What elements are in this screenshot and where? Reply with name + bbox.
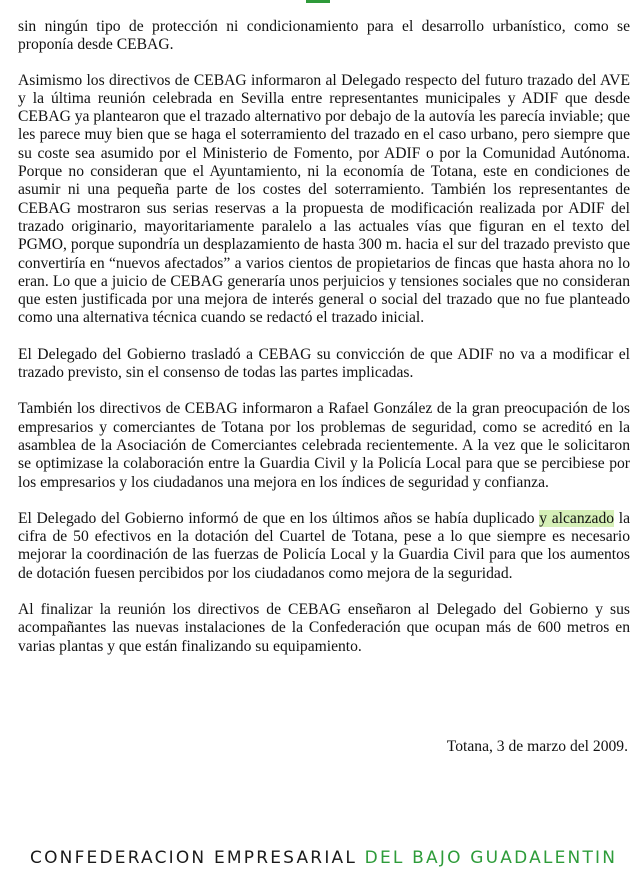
footer-name-part-2: DEL BAJO GUADALENTIN [364, 848, 618, 868]
place-date-signature: Totana, 3 de marzo del 2009. [446, 738, 628, 755]
footer-name-part-1: CONFEDERACION EMPRESARIAL [30, 848, 358, 868]
paragraph-5 [18, 510, 630, 583]
highlighted-text: y alcanzado [539, 509, 615, 527]
top-green-mark [306, 0, 330, 3]
footer-organization-name [30, 848, 618, 868]
paragraph-3: El Delegado del Gobierno trasladó a CEBAG su convicción de que ADIF no va a modificar el trazado previsto, sin el consenso de todas las partes implicadas. [18, 345, 630, 382]
paragraph-5-end: la cifra de 50 efectivos en la dotación del Cuartel de Totana, pese a lo que siempre es necesario mejorar la coordinación de las fuerzas de Policía Local y la Guardia Civil para que los aumentos de dotación fuesen percibidos por los ciudadanos como mejora de la seguridad. [18, 509, 631, 582]
paragraph-4: También los directivos de CEBAG informaron a Rafael González de la gran preocupación de los empresarios y comerciantes de Totana por los problemas de seguridad, como se acreditó en la asamblea de la Asociación de Comerciantes celebrada recientemente. A la vez que le solicitaron se optimizase la colaboración entre la Guardia Civil y la Policía Local para que se percibiese por los empresarios y los ciudadanos una mejora en los índices de seguridad y confianza. [18, 400, 630, 491]
paragraph-5-start: El Delegado del Gobierno informó de que en los últimos años se había duplicado [18, 509, 540, 527]
paragraph-6: Al finalizar la reunión los directivos de CEBAG enseñaron al Delegado del Gobierno y sus acompañantes las nuevas instalaciones de la Confederación que ocupan más de 600 metros en varias plantas y que están finalizando su equipamiento. [18, 601, 630, 655]
paragraph-2: Asimismo los directivos de CEBAG informaron al Delegado respecto del futuro trazado del AVE y la última reunión celebrada en Sevilla entre representantes municipales y ADIF que desde CEBAG ya plantearon que el trazado alternativo por debajo de la autovía les parecía inviable; que les parece muy bien que se haga el soterramiento del trazado en el caso urbano, pero siempre que su coste sea asumido por el Ministerio de Fomento, por ADIF o por la Comunidad Autónoma. Porque no consideran que el Ayuntamiento, ni la economía de Totana, este en condiciones de asumir ni una pequeña parte de los costes del soterramiento. También los representantes de CEBAG mostraron sus serias reservas a la propuesta de modificación realizada por ADIF del trazado originario, mayoritariamente paralelo a las actuales vías que figuran en el texto del PGMO, porque supondría un desplazamiento de hasta 300 m. hacia el sur del trazado previsto que convertiría en “nuevos afectados” a varios cientos de propietarios de fincas que hasta ahora no lo eran. Lo que a juicio de CEBAG generaría unos perjuicios y tensiones sociales que no consideran que esten justificada por una mejora de interés general o social del trazado que no fue planteado como una alternativa técnica cuando se redactó el trazado inicial. [18, 71, 630, 327]
paragraph-1: sin ningún tipo de protección ni condicionamiento para el desarrollo urbanístico, como se proponía desde CEBAG. [18, 18, 630, 54]
document-body [18, 18, 630, 674]
